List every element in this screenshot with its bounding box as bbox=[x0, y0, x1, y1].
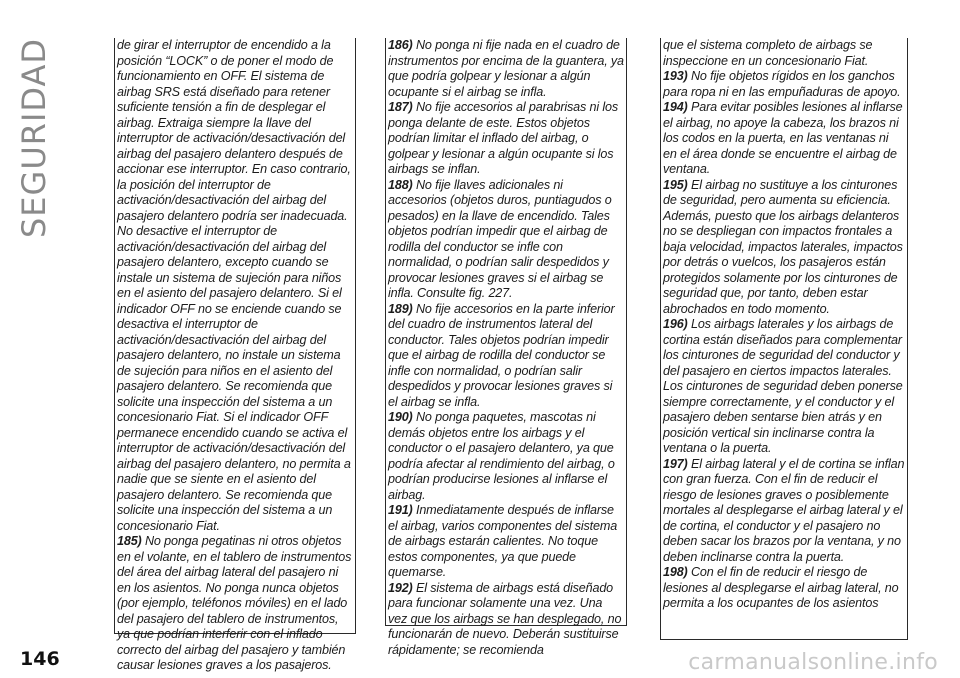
warning-number: 191) bbox=[388, 503, 413, 517]
warning-number: 197) bbox=[663, 456, 688, 471]
warning-paragraph bbox=[663, 457, 905, 566]
page-number: 146 bbox=[20, 648, 60, 670]
warning-number: 192) bbox=[388, 580, 413, 595]
warning-text: que el sistema completo de airbags se inspeccione en un concesionario Fiat. bbox=[663, 38, 873, 68]
warning-paragraph bbox=[117, 534, 353, 674]
warning-text: No ponga ni fije nada en el cuadro de instrumentos por encima de la guantera, ya que podría golpear y lesionar a algún ocupante si el airbag se infla. bbox=[388, 38, 624, 99]
warning-paragraph bbox=[388, 581, 624, 659]
warning-paragraph bbox=[663, 100, 905, 178]
warning-paragraph bbox=[388, 503, 624, 581]
watermark: carmanualsonline.info bbox=[688, 650, 938, 675]
warning-number: 196) bbox=[663, 317, 688, 331]
warning-text: No fije accesorios al parabrisas ni los ponga delante de este. Estos objetos podrían limitar el inflado del airbag, o golpear y lesionar a algún ocupante si los airbags se inflan. bbox=[388, 100, 619, 176]
warning-text: No fije llaves adicionales ni accesorios (objetos duros, puntiagudos o pesados) en la llave de encendido. Tales objetos podrían impedir que el airbag de rodilla del conductor se infle con normalidad, o podrían salir despedidos y provocar lesiones graves si el airbag se infla. Consulte fig. 227. bbox=[388, 177, 612, 300]
warning-number: 190) bbox=[388, 410, 413, 424]
warning-text: El sistema de airbags está diseñado para funcionar solamente una vez. Una vez que los airbags se han desplegado, no funcionarán de nuevo. Deberán sustituirse rápidamente; se recomienda bbox=[388, 580, 622, 657]
warning-text: No ponga pegatinas ni otros objetos en el volante, en el tablero de instrumentos del área del airbag lateral del pasajero ni en los asientos. No ponga nunca objetos (por ejemplo, teléfonos móviles) en el lado del pasajero del tablero de instrumentos, ya que podrían interferir con el inflado correcto del airbag del pasajero y también causar lesiones graves a los pasajeros. bbox=[117, 534, 352, 672]
warning-paragraph bbox=[388, 410, 624, 503]
warning-paragraph bbox=[388, 38, 624, 100]
warning-paragraph bbox=[663, 565, 905, 612]
warning-paragraph bbox=[663, 69, 905, 100]
warning-paragraph bbox=[663, 38, 905, 69]
warning-text: El airbag lateral y el de cortina se inflan con gran fuerza. Con el fin de reducir el riesgo de lesiones graves o posiblemente mortales al desplegarse el airbag lateral y el de cortina, el conductor y el pasajero no deben sacar los brazos por la ventana, y no deben inclinarse contra la puerta. bbox=[663, 456, 905, 564]
warning-paragraph bbox=[663, 317, 905, 457]
warning-number: 185) bbox=[117, 534, 142, 548]
warning-number: 188) bbox=[388, 177, 413, 192]
text-column-3 bbox=[660, 38, 908, 640]
text-column-2 bbox=[385, 38, 627, 657]
warning-number: 193) bbox=[663, 69, 688, 83]
warning-paragraph bbox=[388, 100, 624, 178]
warning-text: El airbag no sustituye a los cinturones de seguridad, pero aumenta su eficiencia. Además, puesto que los airbags delanteros no se despliegan con impactos frontales a baja velocidad, impactos laterales, impactos por detrás o vuelcos, los pasajeros están protegidos solamente por los cinturones de seguridad que, por tanto, deben estar abrochados en todo momento. bbox=[663, 177, 903, 316]
warning-number: 186) bbox=[388, 38, 413, 52]
warning-text: de girar el interruptor de encendido a la posición “LOCK” o de poner el modo de funcionamiento en OFF. El sistema de airbag SRS está diseñado para retener suficiente tensión a fin de desplegar el airbag. Extraiga siempre la llave del interruptor de activación/desactivación del airbag del pasajero delantero después de accionar ese interruptor. En caso contrario, la posición del interruptor de activación/desactivación del airbag del pasajero delantero podría ser inadecuada. No desactive el interruptor de activación/desactivación del airbag del pasajero delantero, excepto cuando se instale un sistema de sujeción para niños en el asiento del pasajero delantero. Si el indicador OFF no se enciende cuando se desactiva el interruptor de activación/desactivación del airbag del pasajero delantero, no instale un sistema de sujeción para niños en el asiento del pasajero delantero. Se recomienda que solicite una inspección del sistema a un concesionario Fiat. Si el indicador OFF permanece encendido cuando se activa el interruptor de activación/desactivación del airbag del pasajero delantero, no permita a nadie que se siente en el asiento del pasajero delantero. Se recomienda que solicite una inspección del sistema a un concesionario Fiat. bbox=[117, 38, 351, 533]
warning-paragraph bbox=[663, 178, 905, 318]
warning-paragraph bbox=[388, 302, 624, 411]
warning-text: Para evitar posibles lesiones al inflarse el airbag, no apoye la cabeza, los brazos ni los codos en la puerta, en las ventanas ni en el área donde se encuentre el airbag de ventana. bbox=[663, 100, 903, 176]
warning-number: 195) bbox=[663, 177, 688, 192]
warning-text: No fije objetos rígidos en los ganchos para ropa ni en las empuñaduras de apoyo. bbox=[663, 69, 901, 99]
warning-text: Con el fin de reducir el riesgo de lesiones al desplegarse el airbag lateral, no permita a los ocupantes de los asientos bbox=[663, 565, 899, 610]
warning-number: 194) bbox=[663, 100, 688, 114]
warning-text: No ponga paquetes, mascotas ni demás objetos entre los airbags y el conductor o el pasajero delantero, ya que podría afectar al rendimiento del airbag, o podrían producirse lesiones al inflarse el airbag. bbox=[388, 410, 615, 502]
warning-text: No fije accesorios en la parte inferior del cuadro de instrumentos lateral del conductor. Tales objetos podrían impedir que el airbag de rodilla del conductor se infle con normalidad, o podrían salir despedidos y provocar lesiones graves si el airbag se infla. bbox=[388, 301, 615, 409]
warning-paragraph bbox=[388, 178, 624, 302]
warning-text: Inmediatamente después de inflarse el airbag, varios componentes del sistema de airbags estarán calientes. No toque estos componentes, ya que puede quemarse. bbox=[388, 503, 618, 579]
warning-number: 189) bbox=[388, 301, 413, 316]
warning-number: 187) bbox=[388, 100, 413, 114]
text-column-1 bbox=[114, 38, 356, 672]
section-title: SEGURIDAD bbox=[15, 37, 53, 238]
warning-paragraph bbox=[117, 38, 353, 534]
warning-number: 198) bbox=[663, 565, 688, 579]
warning-text: Los airbags laterales y los airbags de cortina están diseñados para complementar los cinturones de seguridad del conductor y del pasajero en ciertos impactos laterales. Los cinturones de seguridad deben ponerse siempre correctamente, y el conductor y el pasajero deben sentarse bien atrás y en posición vertical sin inclinarse contra la ventana o la puerta. bbox=[663, 317, 903, 455]
